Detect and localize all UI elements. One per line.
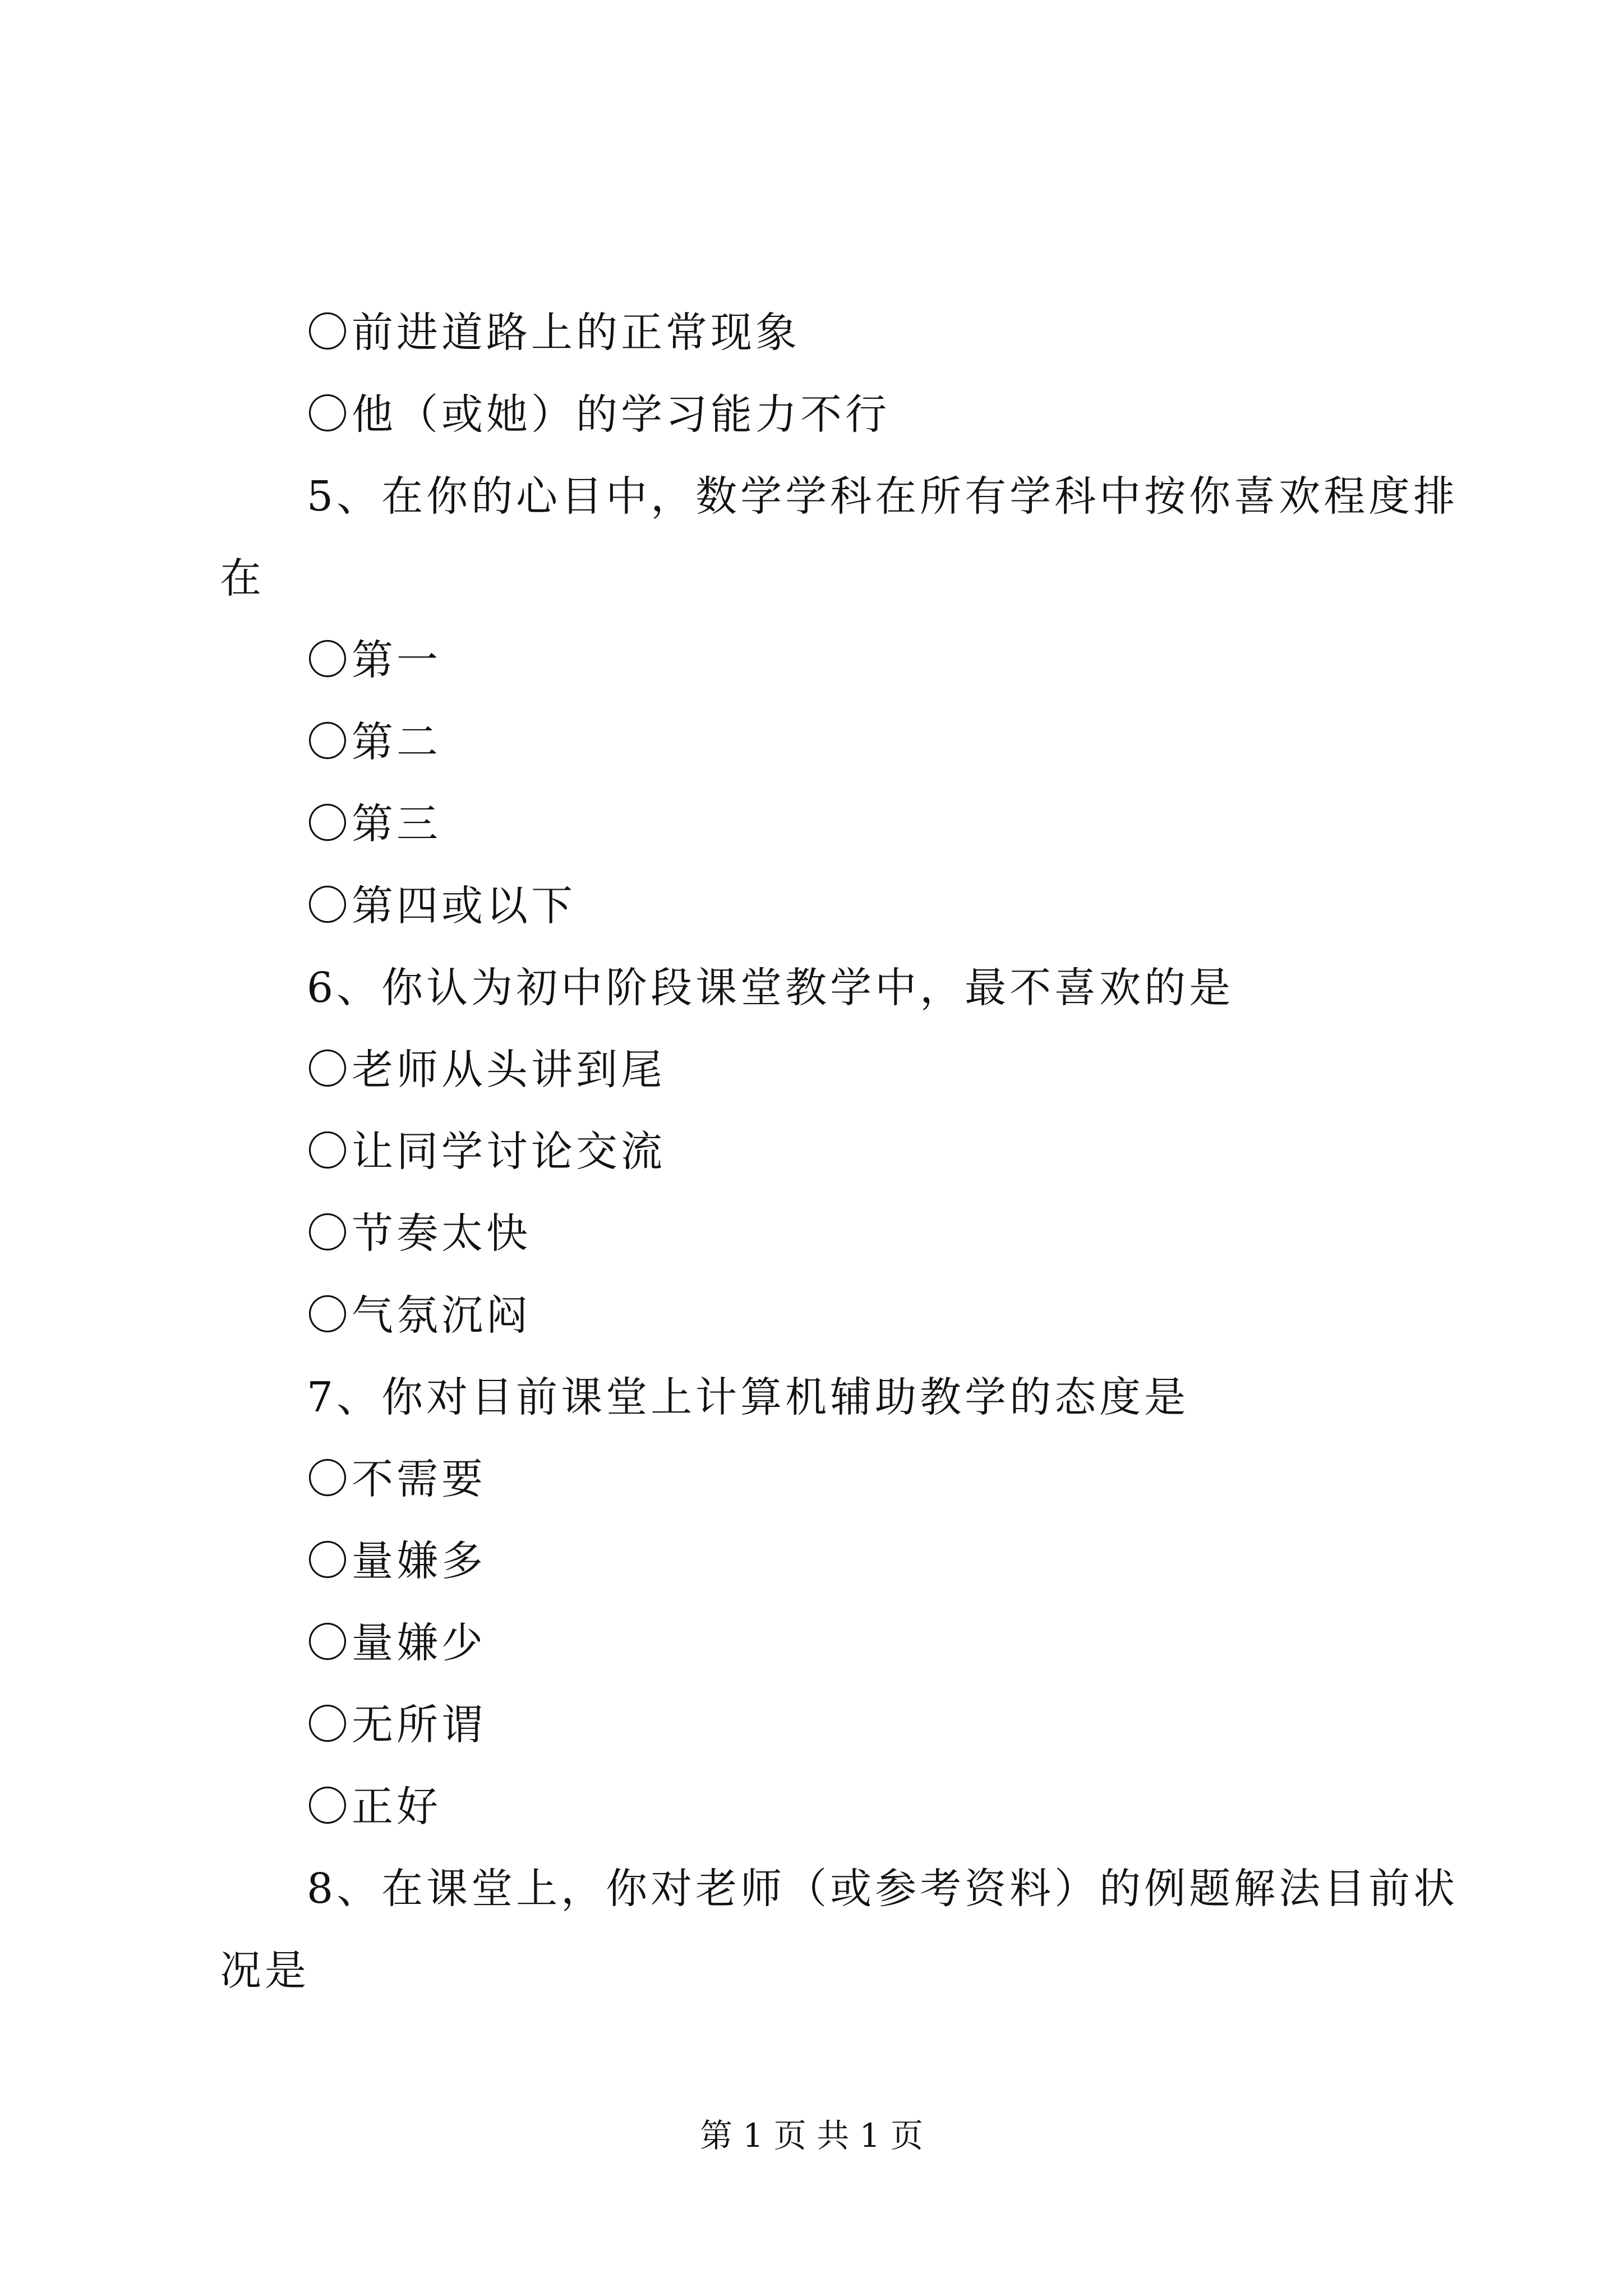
page-footer: 第 1 页 共 1 页 <box>700 2116 923 2155</box>
question-7: 7、你对目前课堂上计算机辅助教学的态度是 <box>307 1373 1189 1421</box>
option-line: 〇无所谓 <box>307 1701 486 1749</box>
option-line: 〇老师从头讲到尾 <box>307 1046 666 1094</box>
option-line: 〇量嫌少 <box>307 1619 486 1667</box>
option-line: 〇不需要 <box>307 1455 486 1503</box>
option-line: 〇第三 <box>307 800 441 848</box>
option-line: 〇第一 <box>307 636 441 684</box>
option-line: 〇让同学讨论交流 <box>307 1128 666 1176</box>
document-body <box>220 292 1459 2012</box>
option-line: 〇前进道路上的正常现象 <box>307 309 800 357</box>
question-8-continuation: 况是 <box>220 1947 310 1995</box>
question-8: 8、在课堂上，你对老师（或参考资料）的例题解法目前状 <box>307 1865 1459 1913</box>
option-line: 〇正好 <box>307 1783 441 1831</box>
question-6: 6、你认为初中阶段课堂教学中，最不喜欢的是 <box>307 964 1234 1012</box>
option-line: 〇气氛沉闷 <box>307 1291 531 1340</box>
option-line: 〇量嫌多 <box>307 1537 486 1585</box>
option-line: 〇第二 <box>307 718 441 766</box>
question-5: 5、在你的心目中，数学学科在所有学科中按你喜欢程度排 <box>307 472 1459 521</box>
option-line: 〇他（或她）的学习能力不行 <box>307 390 890 439</box>
option-line: 〇节奏太快 <box>307 1209 531 1258</box>
option-line: 〇第四或以下 <box>307 882 576 930</box>
question-5-continuation: 在 <box>220 554 265 602</box>
